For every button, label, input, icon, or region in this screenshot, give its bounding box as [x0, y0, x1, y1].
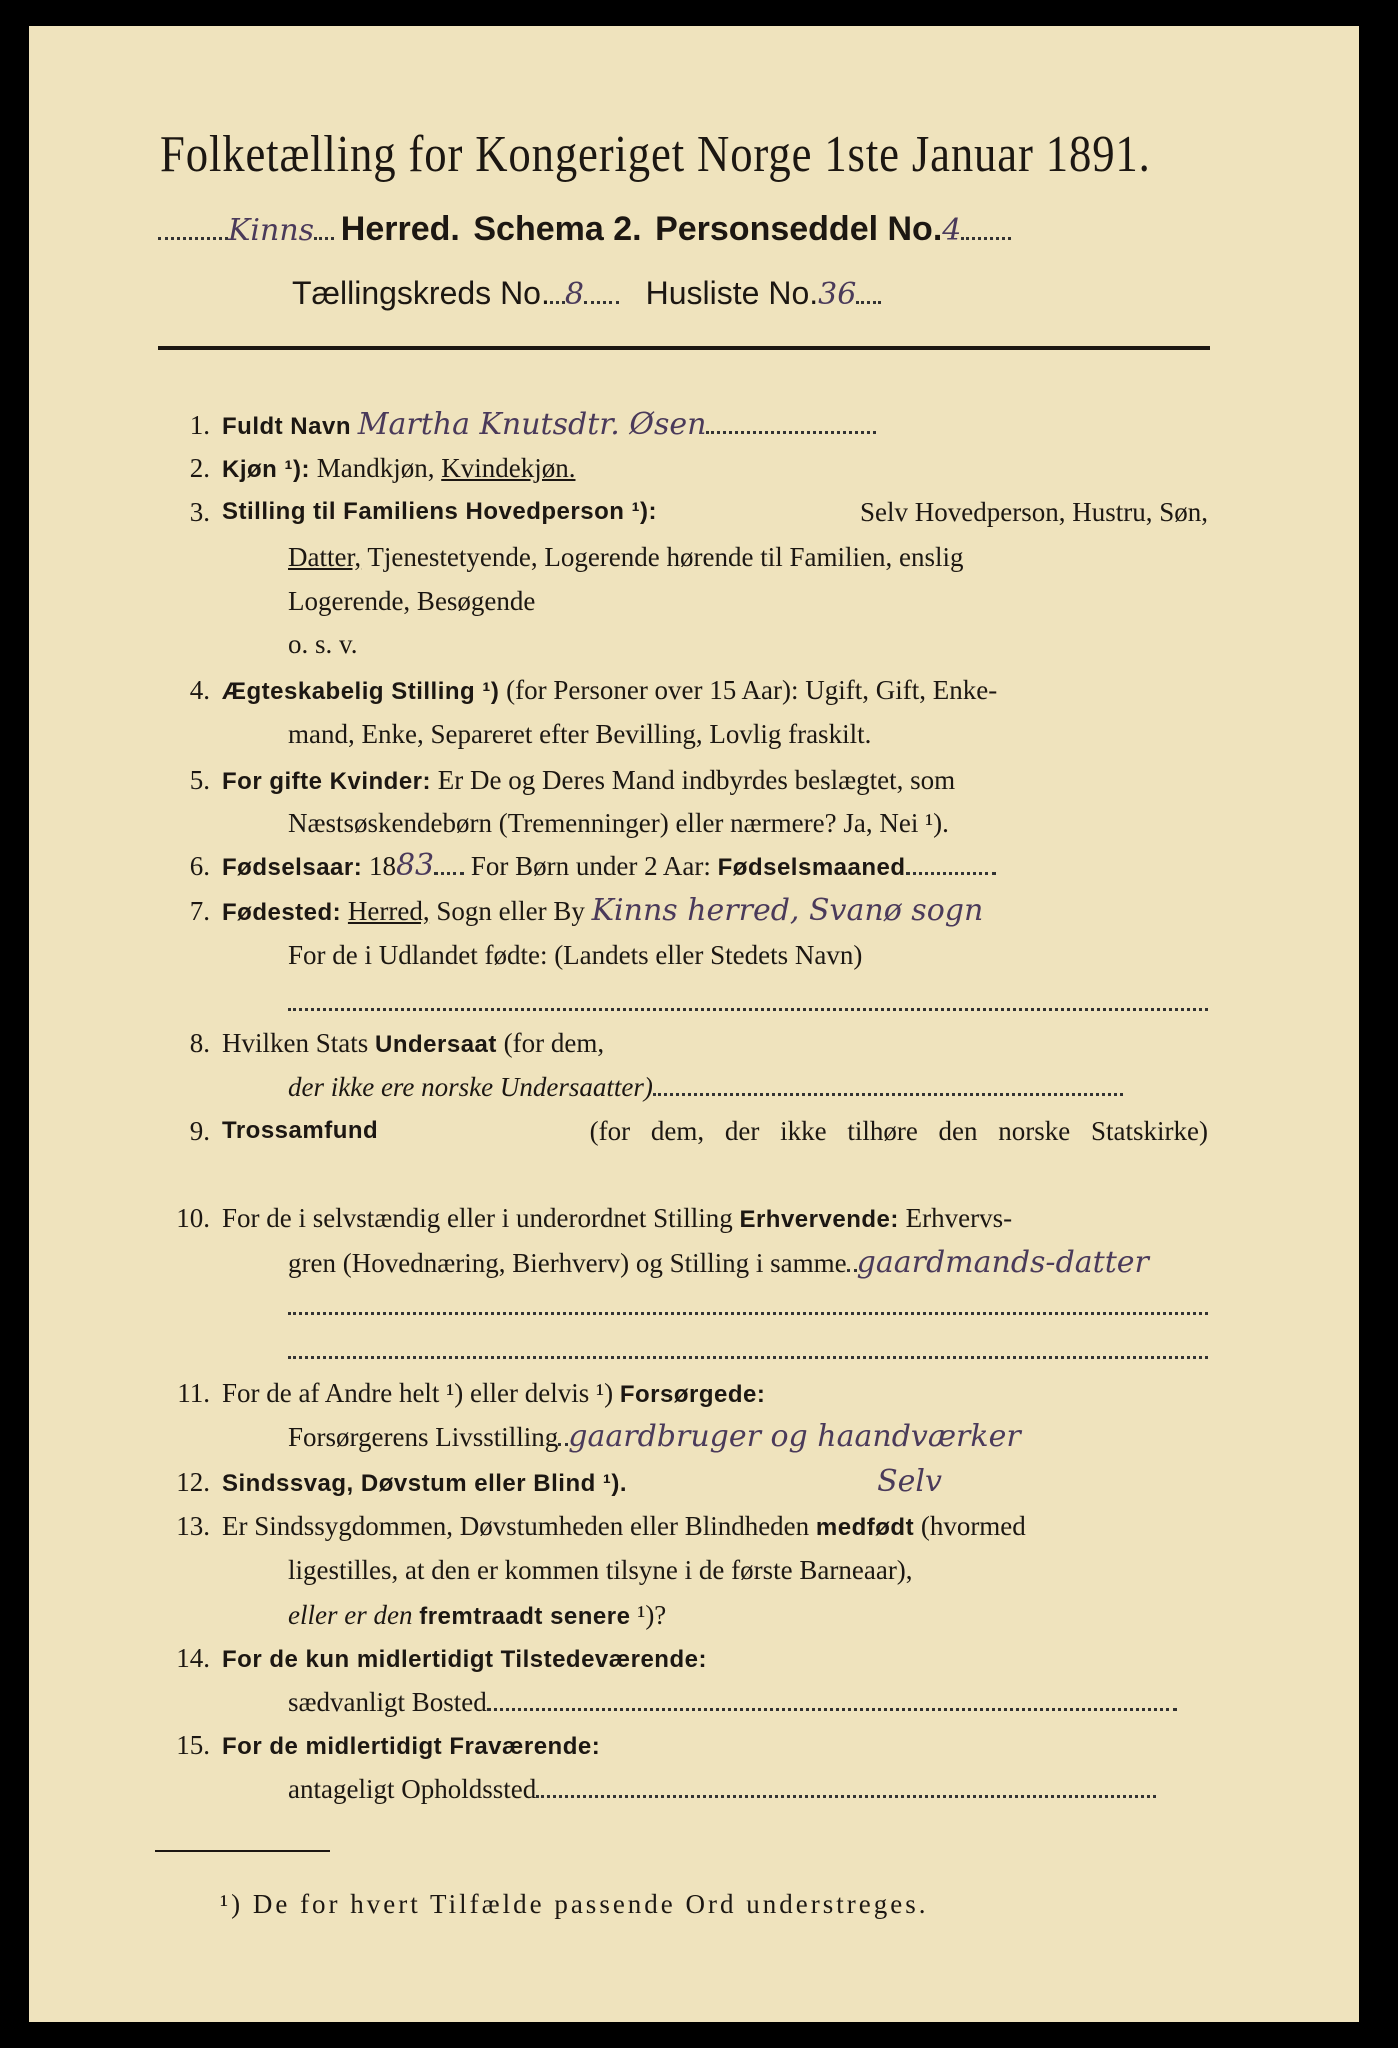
q6-label2: Fødselsmaaned	[717, 854, 906, 881]
q6-year-value: 83	[395, 848, 435, 883]
q15-line1	[222, 1728, 600, 1764]
q9-label: Trossamfund	[222, 1117, 379, 1144]
q14-label: For de kun midlertidigt Tilstedeværende:	[222, 1646, 707, 1673]
footnote-rule	[155, 1850, 330, 1852]
q10-text3: gren (Hovednæring, Bierhverv) og Stilling i samme	[288, 1248, 847, 1278]
q2-selected: Kvindekjøn.	[441, 453, 576, 483]
dotted-line	[158, 237, 228, 240]
q13-line2: ligestilles, at den er kommen tilsyne i de første Barneaar),	[288, 1555, 913, 1585]
q4-number: 4.	[189, 675, 210, 705]
q10-occupation-value: gaardmands-datter	[856, 1245, 1149, 1280]
q11-label: Forsørgede:	[619, 1381, 766, 1408]
q4-line2: mand, Enke, Separeret efter Bevilling, Lovlig fraskilt.	[288, 719, 872, 749]
q14-line2	[288, 1685, 1177, 1719]
personseddel-label: Personseddel No.	[655, 210, 943, 248]
q13-label2: fremtraadt senere	[419, 1603, 631, 1630]
q3-selected: Datter,	[288, 542, 362, 572]
q5-line1	[222, 763, 955, 799]
q11-text2: Forsørgerens Livsstilling	[288, 1422, 559, 1452]
q7-label: Fødested:	[222, 899, 342, 926]
q10-dotted	[288, 1289, 1208, 1323]
q10-text2: Erhvervs-	[905, 1203, 1013, 1233]
q10-text: For de i selvstændig eller i underordnet Stilling	[222, 1203, 733, 1233]
q13-label: medfødt	[815, 1514, 915, 1541]
q4-text: (for Personer over 15 Aar): Ugift, Gift, Enke-	[506, 675, 998, 705]
q13-text: Er Sindssygdommen, Døvstumheden eller Blindheden	[222, 1511, 810, 1541]
q8-number: 8.	[189, 1028, 210, 1058]
q6-line	[222, 849, 996, 885]
q5-number: 5.	[189, 765, 210, 795]
kreds-line	[292, 276, 881, 312]
q7-line2: For de i Udlandet fødte: (Landets eller Stedets Navn)	[288, 940, 863, 970]
kreds-value: 8	[564, 277, 584, 312]
footnote: ¹) De for hvert Tilfælde passende Ord understreges.	[220, 1889, 929, 1919]
q14-number: 14.	[176, 1643, 210, 1673]
q8-label: Undersaat	[375, 1031, 497, 1058]
q9-text: (for dem, der ikke tilhøre den norske Statskirke)	[589, 1116, 1208, 1146]
header-line	[158, 212, 1011, 248]
form-title: Folketælling for Kongeriget Norge 1ste Januar 1891.	[160, 126, 1151, 183]
census-form	[29, 26, 1359, 2022]
q2-label: Kjøn ¹):	[222, 456, 310, 483]
kreds-label: Tællingskreds No.	[292, 275, 550, 311]
q13-line1	[222, 1509, 1026, 1545]
q5-line2: Næstsøskendebørn (Tremenninger) eller nærmere? Ja, Nei ¹).	[288, 808, 949, 838]
q3-line4: o. s. v.	[288, 629, 358, 659]
q11-text: For de af Andre helt ¹) eller delvis ¹)	[222, 1378, 614, 1408]
q12-number: 12.	[176, 1467, 210, 1497]
q10-number: 10.	[176, 1203, 210, 1233]
q7-line1	[222, 894, 983, 930]
q15-label: For de midlertidigt Fraværende:	[222, 1733, 601, 1760]
q14-text: sædvanligt Bosted	[288, 1687, 487, 1717]
q2-text: Mandkjøn,	[316, 453, 435, 483]
q3-line3: Logerende, Besøgende	[288, 586, 536, 616]
q11-provider-value: gaardbruger og haandværker	[568, 1419, 1021, 1454]
q8-line2	[288, 1070, 1123, 1104]
q7-dotted	[288, 985, 1208, 1019]
q14-line1	[222, 1641, 707, 1677]
q7-number: 7.	[189, 896, 210, 926]
q15-text: antageligt Opholdssted	[288, 1774, 537, 1804]
q9-line	[222, 1114, 1208, 1148]
q3-line2	[288, 540, 963, 574]
q11-line1	[222, 1376, 765, 1412]
q12-label: Sindssvag, Døvstum eller Blind ¹).	[222, 1470, 628, 1497]
q7-selected: Herred,	[347, 896, 430, 926]
q8-line1	[222, 1026, 604, 1062]
q1-name-value: Martha Knutsdtr. Øsen	[357, 407, 707, 442]
q10-line1	[222, 1201, 1012, 1237]
personseddel-value: 4	[942, 213, 962, 248]
husliste-label: Husliste No.	[645, 275, 819, 311]
q12-line	[222, 1465, 942, 1501]
q1-line	[222, 408, 876, 444]
q8-text2: (for dem,	[503, 1028, 605, 1058]
q8-text3: der ikke ere norske Undersaatter)	[288, 1072, 653, 1102]
q13-number: 13.	[176, 1511, 210, 1541]
q15-number: 15.	[176, 1730, 210, 1760]
q4-line1	[222, 673, 997, 709]
q6-label: Fødselsaar:	[222, 854, 363, 881]
q8-text: Hvilken Stats	[222, 1028, 369, 1058]
q13-text3: eller er den	[288, 1600, 413, 1630]
q11-number: 11.	[177, 1378, 210, 1408]
q12-value: Selv	[877, 1464, 942, 1499]
q10-label: Erhvervende:	[739, 1206, 899, 1233]
q7-birthplace-value: Kinns herred, Svanø sogn	[591, 893, 984, 928]
herred-value: Kinns	[228, 213, 315, 248]
header-rule	[158, 346, 1210, 350]
q9-number: 9.	[189, 1116, 210, 1146]
q1-label: Fuldt Navn	[222, 413, 351, 440]
q3-number: 3.	[189, 497, 210, 527]
q5-label: For gifte Kvinder:	[222, 768, 432, 795]
q2-number: 2.	[189, 453, 210, 483]
q3-label: Stilling til Familiens Hovedperson ¹):	[222, 498, 658, 525]
q13-text2: (hvormed	[920, 1511, 1026, 1541]
q4-label: Ægteskabelig Stilling ¹)	[222, 678, 500, 705]
q3-line1	[222, 495, 1208, 529]
q3-text: Selv Hovedperson, Hustru, Søn,	[860, 497, 1208, 527]
q10-dotted2	[288, 1333, 1208, 1367]
q11-line2	[288, 1420, 1021, 1454]
q13-line3	[288, 1598, 666, 1634]
q6-number: 6.	[189, 851, 210, 881]
q1-number: 1.	[189, 410, 210, 440]
q6-prefix: 18	[368, 851, 396, 881]
schema-label: Schema 2.	[473, 210, 642, 248]
herred-label: Herred.	[340, 210, 460, 248]
q5-text: Er De og Deres Mand indbyrdes beslægtet, som	[437, 765, 956, 795]
husliste-value: 36	[818, 277, 857, 312]
q10-line2	[288, 1246, 1149, 1280]
q2-line	[222, 451, 575, 487]
q3-text2: Tjenestetyende, Logerende hørende til Familien, enslig	[367, 542, 964, 572]
q6-text: For Børn under 2 Aar:	[470, 851, 711, 881]
q13-text4: ¹)?	[637, 1600, 667, 1630]
q7-text: Sogn eller By	[436, 896, 585, 926]
q15-line2	[288, 1772, 1156, 1806]
